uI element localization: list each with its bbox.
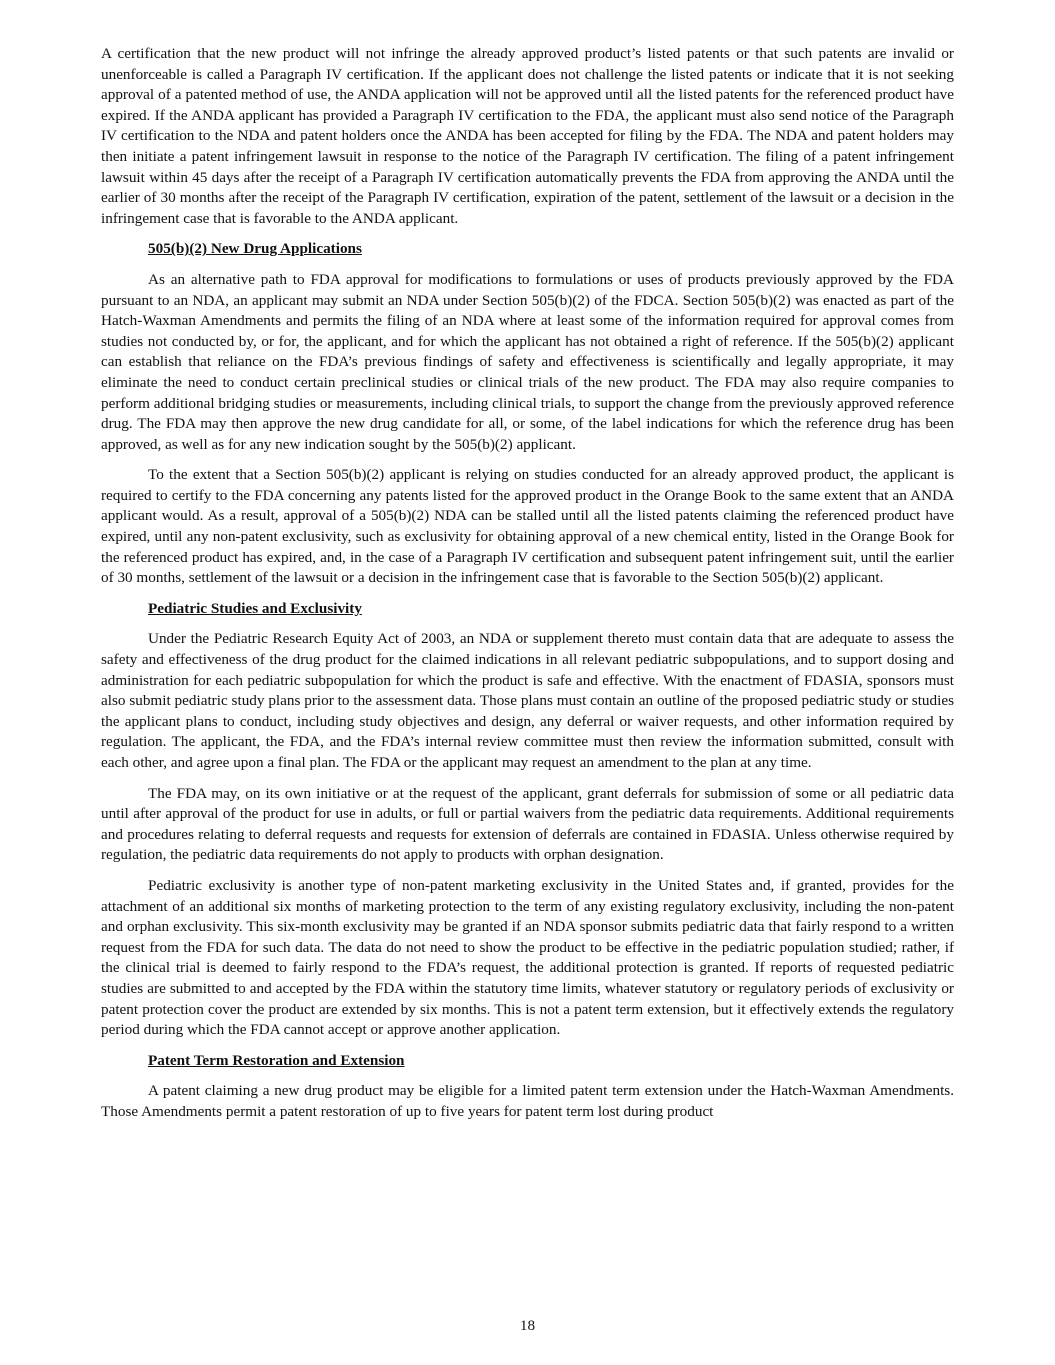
paragraph-pediatric-exclusivity: Pediatric exclusivity is another type of non-patent marketing exclusivity in the United States and, if granted, provides for the attachment of an additional six months of marketing protection to the term of any existing regulatory exclusivity, including the non-patent and orphan exclusivity. This six-month exclusivity may be granted if an NDA sponsor submits pediatric data that fairly respond to a written request from the FDA for such data. The data do not need to show the product to be effective in the pediatric population studied; rather, if the clinical trial is deemed to fairly respond to the FDA’s request, the additional protection is granted. If reports of requested pediatric studies are submitted to and accepted by the FDA within the statutory time limits, whatever statutory or regulatory periods of exclusivity or patent protection cover the product are extended by six months. This is not a patent term extension, but it effectively extends the regulatory period during which the FDA cannot accept or approve another application. [101,876,954,1039]
paragraph-patent-term-extension: A patent claiming a new drug product may be eligible for a limited patent term extension under the Hatch-Waxman Amendments. Those Amendments permit a patent restoration of up to five years for patent term lost during product [101,1082,954,1120]
paragraph-505b2-alternative-path: As an alternative path to FDA approval for modifications to formulations or uses of products previously approved by the FDA pursuant to an NDA, an applicant may submit an NDA under Section 505(b)(2) of the FDCA. Section 505(b)(2) was enacted as part of the Hatch-Waxman Amendments and permits the filing of an NDA where at least some of the information required for approval comes from studies not conducted by, or for, the applicant, and for which the applicant has not obtained a right of reference. If the 505(b)(2) applicant can establish that reliance on the FDA’s previous findings of safety and effectiveness is scientifically and legally appropriate, it may eliminate the need to conduct certain preclinical studies or clinical trials of the new product. The FDA may also require companies to perform additional bridging studies or measurements, including clinical trials, to support the change from the previously approved reference drug. The FDA may then approve the new drug candidate for all, or some, of the label indications for which the reference drug has been approved, as well as for any new indication sought by the 505(b)(2) applicant. [101,270,954,453]
paragraph-paragraph-iv-certification: A certification that the new product will not infringe the already approved product’s listed patents or that such patents are invalid or unenforceable is called a Paragraph IV certification. If the applicant does not challenge the listed patents or indicate that it is not seeking approval of a patented method of use, the ANDA application will not be approved until all the listed patents for the referenced product have expired. If the ANDA applicant has provided a Paragraph IV certification to the FDA, the applicant must also send notice of the Paragraph IV certification to the NDA and patent holders once the ANDA has been accepted for filing by the FDA. The NDA and patent holders may then initiate a patent infringement lawsuit in response to the notice of the Paragraph IV certification. The filing of a patent infringement lawsuit within 45 days after the receipt of a Paragraph IV certification automatically prevents the FDA from approving the ANDA until the earlier of 30 months after the receipt of the Paragraph IV certification, expiration of the patent, settlement of the lawsuit or a decision in the infringement case that is favorable to the ANDA applicant. [101,45,954,227]
document-page [101,44,954,1133]
paragraph-505b2-certification: To the extent that a Section 505(b)(2) applicant is relying on studies conducted for an already approved product, the applicant is required to certify to the FDA concerning any patents listed for the approved product in the Orange Book to the same extent that an ANDA applicant would. As a result, approval of a 505(b)(2) NDA can be stalled until all the listed patents claiming the referenced product have expired, until any non-patent exclusivity, such as exclusivity for obtaining approval of a new chemical entity, listed in the Orange Book for the referenced product has expired, and, in the case of a Paragraph IV certification and subsequent patent infringement suit, until the earlier of 30 months, settlement of the lawsuit or a decision in the infringement case that is favorable to the Section 505(b)(2) applicant. [101,466,954,587]
section-heading-pediatric-studies: Pediatric Studies and Exclusivity [148,599,362,617]
paragraph-pediatric-deferrals: The FDA may, on its own initiative or at the request of the applicant, grant deferrals for submission of some or all pediatric data until after approval of the product for use in adults, or full or partial waivers from the pediatric data requirements. Additional requirements and procedures relating to deferral requests and requests for extension of deferrals are contained in FDASIA. Unless otherwise required by regulation, the pediatric data requirements do not apply to products with orphan designation. [101,784,954,864]
section-heading-patent-term-restoration: Patent Term Restoration and Extension [148,1051,405,1069]
paragraph-pediatric-research-equity-act: Under the Pediatric Research Equity Act of 2003, an NDA or supplement thereto must contain data that are adequate to assess the safety and effectiveness of the drug product for the claimed indications in all relevant pediatric subpopulations, and to support dosing and administration for each pediatric subpopulation for which the product is safe and effective. With the enactment of FDASIA, sponsors must also submit pediatric study plans prior to the assessment data. Those plans must contain an outline of the proposed pediatric study or studies the applicant plans to conduct, including study objectives and design, any deferral or waiver requests, and other information required by regulation. The applicant, the FDA, and the FDA’s internal review committee must then review the information submitted, consult with each other, and agree upon a final plan. The FDA or the applicant may request an amendment to the plan at any time. [101,630,954,771]
page-number: 18 [519,1317,536,1334]
section-heading-505b2: 505(b)(2) New Drug Applications [148,240,362,258]
